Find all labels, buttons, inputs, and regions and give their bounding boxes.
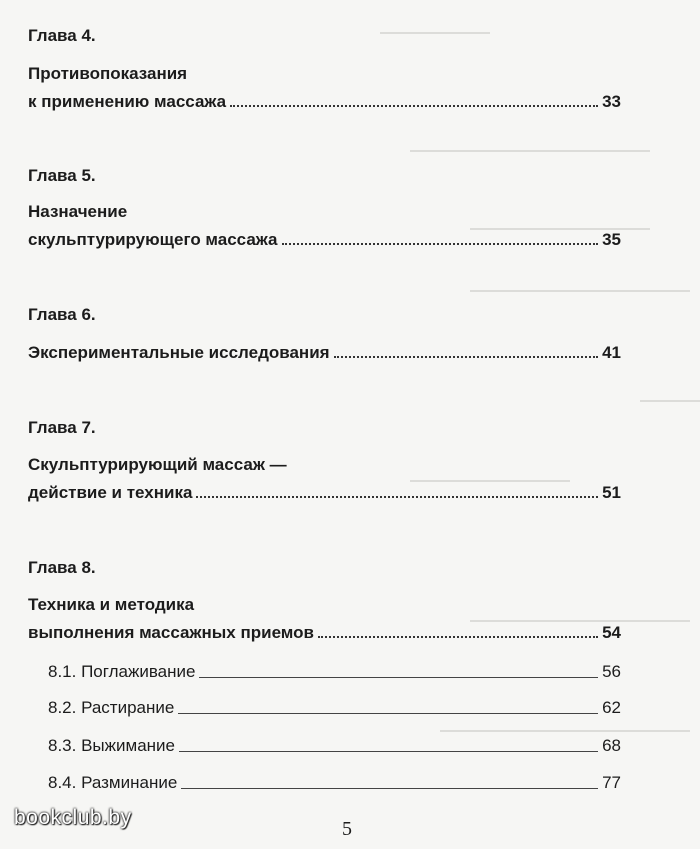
toc-entry-page: 35 <box>602 230 621 249</box>
toc-subentry-title: 8.4. Разминание <box>48 773 178 792</box>
toc-subentry[interactable] <box>48 660 621 682</box>
toc-subentry-title: 8.3. Выжимание <box>48 736 175 755</box>
bleed-through-line <box>380 32 490 34</box>
toc-entry-page: 51 <box>602 483 621 502</box>
toc-entry[interactable] <box>28 90 621 112</box>
toc-entry-title: Экспериментальные исследования <box>28 343 330 362</box>
bleed-through-line <box>470 290 690 292</box>
chapter-label: Глава 7. <box>28 418 96 437</box>
bleed-through-line <box>440 730 690 732</box>
toc-entry-page: 33 <box>602 92 621 111</box>
page-number: 5 <box>342 818 352 840</box>
toc-entry-title: к применению массажа <box>28 92 227 111</box>
leader-line <box>199 677 598 678</box>
dot-leader <box>334 356 599 358</box>
chapter-label: Глава 8. <box>28 558 96 577</box>
dot-leader <box>230 105 598 107</box>
watermark: bookclub.by <box>14 806 132 829</box>
toc-entry-page: 41 <box>602 343 621 362</box>
dot-leader <box>318 636 598 638</box>
toc-subentry[interactable] <box>48 696 621 718</box>
bleed-through-line <box>410 150 650 152</box>
toc-subentry-page: 68 <box>602 736 621 755</box>
toc-entry[interactable] <box>28 341 621 363</box>
toc-subentry-page: 56 <box>602 662 621 681</box>
leader-line <box>179 751 598 752</box>
dot-leader <box>196 496 598 498</box>
toc-subentry-page: 62 <box>602 698 621 717</box>
toc-entry-page: 54 <box>602 623 621 642</box>
toc-entry-title: скульптурирующего массажа <box>28 230 278 249</box>
chapter-label: Глава 6. <box>28 305 96 324</box>
toc-entry-title: выполнения массажных приемов <box>28 623 314 642</box>
leader-line <box>178 713 598 714</box>
chapter-title: Скульптурирующий массаж — <box>28 455 287 474</box>
chapter-title: Противопоказания <box>28 64 188 83</box>
toc-subentry[interactable] <box>48 734 621 756</box>
toc-subentry-title: 8.1. Поглаживание <box>48 662 196 681</box>
toc-entry[interactable] <box>28 481 621 503</box>
toc-subentry-page: 77 <box>602 773 621 792</box>
chapter-label: Глава 4. <box>28 26 96 45</box>
chapter-title: Техника и методика <box>28 595 195 614</box>
chapter-title: Назначение <box>28 202 128 221</box>
toc-subentry[interactable] <box>48 771 621 793</box>
dot-leader <box>282 243 599 245</box>
bleed-through-line <box>640 400 700 402</box>
toc-entry[interactable] <box>28 228 621 250</box>
toc-entry[interactable] <box>28 621 621 643</box>
toc-subentry-title: 8.2. Растирание <box>48 698 175 717</box>
chapter-label: Глава 5. <box>28 166 96 185</box>
leader-line <box>181 788 598 789</box>
toc-entry-title: действие и техника <box>28 483 193 502</box>
